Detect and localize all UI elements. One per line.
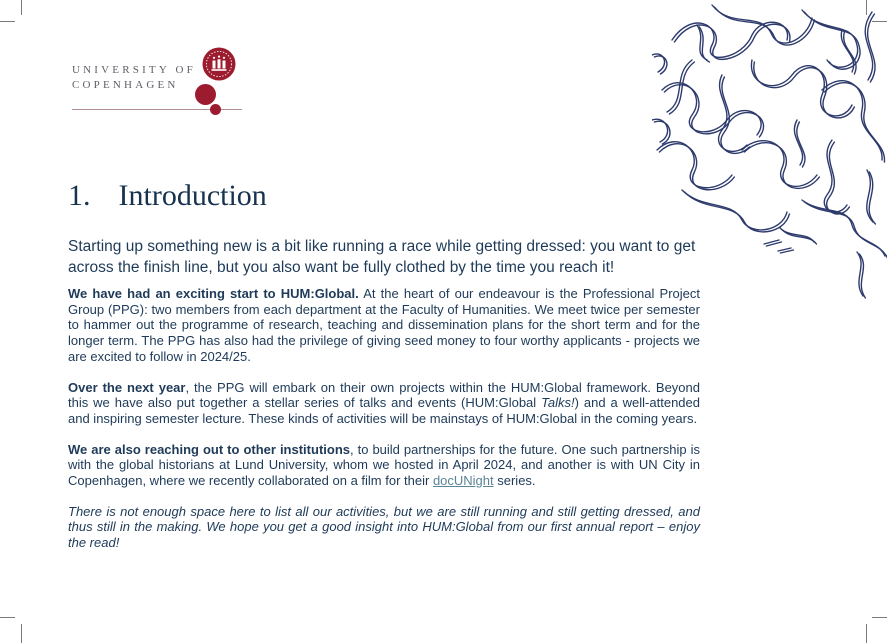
- body-paragraph: [68, 442, 700, 489]
- talks-italic-text: Talks!: [541, 395, 575, 411]
- closing-paragraph: There is not enough space here to list all our activities, but we are still running and still getting dressed, and thus still in the making. We hope you get a good insight into HUM:Global from our first annual report – enjoy the read!: [68, 503, 700, 551]
- paragraph-text: , the PPG will embark on their own projects within the HUM:Global framework. Beyond this we have also put together a stellar series of talks and events (HUM:Global: [68, 379, 700, 411]
- lead-paragraph: Starting up something new is a bit like running a race while getting dressed: you want to get across the finish line, but you also want be fully clothed by the time you reach it!: [68, 238, 696, 276]
- crop-mark: [0, 617, 15, 618]
- crop-mark: [866, 624, 867, 643]
- body-text-block: [68, 286, 700, 566]
- paragraph-lead-in: We have had an exciting start to HUM:Global.: [68, 286, 359, 301]
- university-seal-icon: [202, 47, 236, 81]
- section-heading: [68, 178, 267, 214]
- paragraph-text: ) and a well-attended and inspiring semester lecture. These kinds of activities will be mainstays of HUM:Global in the coming years.: [68, 395, 700, 426]
- section-number: 1.: [68, 179, 91, 212]
- docunight-link[interactable]: docUNight: [432, 473, 494, 489]
- crop-mark: [872, 617, 887, 618]
- paragraph-text: series.: [493, 473, 536, 489]
- paragraph-lead-in: Over the next year: [68, 379, 186, 395]
- paragraph-lead-in: We are also reaching out to other institutions: [68, 441, 350, 457]
- university-logo: [72, 63, 272, 93]
- crop-mark: [0, 21, 15, 22]
- logo-text-line2: COPENHAGEN: [72, 79, 179, 91]
- logo-text-line1: UNIVERSITY OF: [72, 64, 196, 76]
- body-paragraph: [68, 380, 700, 427]
- section-title: Introduction: [118, 179, 267, 212]
- logo-dot-large: [195, 84, 216, 105]
- paragraph-text: , to build partnerships for the future. One such partnership is with the global historians at Lund University, whom we hosted in April 2024, and another is with UN City in Copenhagen, where we recently collaborated on a film for their: [68, 441, 700, 489]
- logo-dot-small: [210, 104, 221, 115]
- crop-mark: [21, 0, 22, 15]
- body-paragraph: [68, 286, 700, 365]
- paragraph-text: At the heart of our endeavour is the Professional Project Group (PPG): two members from each department at the Faculty of Humanities. We meet twice per semester to hammer out the programme of research, teaching and dissemination plans for the short term and for the longer term. The PPG has also had the privilege of giving seed money to four worthy applicants - projects we are excited to follow in 2024/25.: [68, 286, 701, 364]
- crop-mark: [21, 624, 22, 643]
